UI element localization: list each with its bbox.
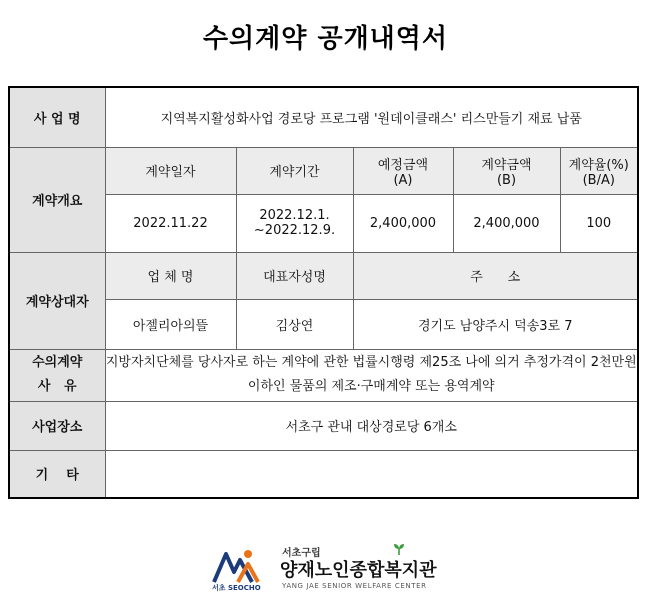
estimate-header xyxy=(353,147,453,194)
contract-header-row xyxy=(9,147,638,194)
estimate-value: 2,400,000 xyxy=(353,194,453,252)
company-header: 업 체 명 xyxy=(105,252,236,299)
location-label: 사업장소 xyxy=(9,401,105,450)
reason-label-line2: 사 유 xyxy=(37,379,77,394)
amount-value: 2,400,000 xyxy=(453,194,560,252)
project-name-row xyxy=(9,87,638,147)
contract-period-line2: ~2022.12.9. xyxy=(253,223,336,238)
location-row xyxy=(9,401,638,450)
rate-header-line2: (B/A) xyxy=(582,172,615,188)
etc-value xyxy=(105,450,638,498)
project-name-value: 지역복지활성화사업 경로당 프로그램 '원데이클래스' 리스만들기 재료 납품 xyxy=(105,87,638,147)
etc-row xyxy=(9,450,638,498)
contract-date-header: 계약일자 xyxy=(105,147,236,194)
counterparty-label: 계약상대자 xyxy=(9,252,105,349)
address-header: 주 소 xyxy=(353,252,638,299)
logo-district-small: 서초구립 xyxy=(282,548,321,559)
counterparty-header-row xyxy=(9,252,638,299)
location-value: 서초구 관내 대상경로당 6개소 xyxy=(105,401,638,450)
company-value: 아젤리아의뜰 xyxy=(105,299,236,349)
estimate-header-line1: 예정금액 xyxy=(377,157,429,173)
representative-header: 대표자성명 xyxy=(236,252,353,299)
rate-value: 100 xyxy=(560,194,638,252)
contract-disclosure-table xyxy=(8,86,639,499)
contract-date-value: 2022.11.22 xyxy=(105,194,236,252)
amount-header-line1: 계약금액 xyxy=(481,157,532,173)
project-name-label: 사 업 명 xyxy=(9,87,105,147)
welfare-center-logo xyxy=(208,540,448,596)
contract-period-header: 계약기간 xyxy=(236,147,353,194)
contract-period-line1: 2022.12.1. xyxy=(259,208,330,223)
reason-value: 지방자치단체를 당사자로 하는 계약에 관한 법률시행령 제25조 나에 의거 추정가격이 2천만원 이하인 물품의 제조·구매계약 또는 용역계약 xyxy=(105,349,638,401)
logo-org-name: 양재노인종합복지관 xyxy=(280,560,437,581)
amount-header-line2: (B) xyxy=(496,172,517,188)
sprout-icon xyxy=(392,542,406,556)
estimate-header-line2: (A) xyxy=(393,172,413,188)
contract-period-value xyxy=(236,194,353,252)
reason-label-line1: 수의계약 xyxy=(32,355,83,370)
logo-district-en: 서초 SEOCHO xyxy=(212,584,261,592)
rate-header-line1: 계약율(%) xyxy=(568,157,629,173)
logo-org-name-en: YANG JAE SENIOR WELFARE CENTER xyxy=(282,582,427,590)
rate-header xyxy=(560,147,638,194)
representative-value: 김상연 xyxy=(236,299,353,349)
etc-label: 기 타 xyxy=(9,450,105,498)
address-value: 경기도 남양주시 덕송3로 7 xyxy=(353,299,638,349)
reason-label xyxy=(9,349,105,401)
reason-row xyxy=(9,349,638,401)
contract-summary-label: 계약개요 xyxy=(9,147,105,252)
amount-header xyxy=(453,147,560,194)
document-title: 수의계약 공개내역서 xyxy=(202,24,449,54)
